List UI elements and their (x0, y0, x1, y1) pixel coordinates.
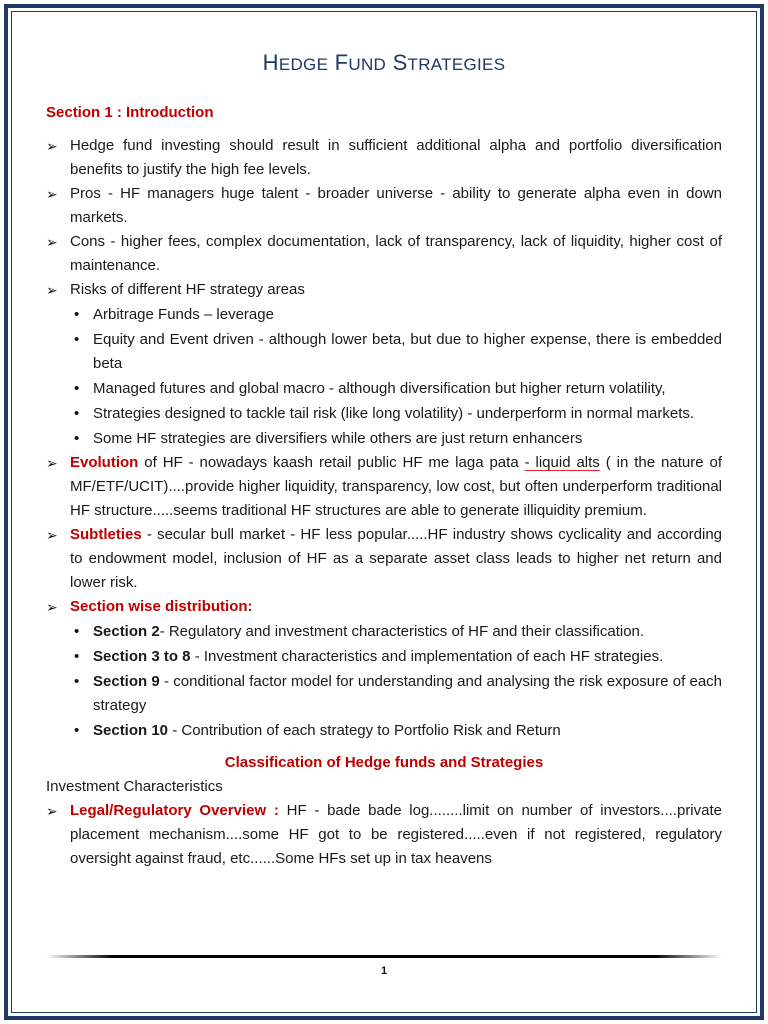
classification-heading: Classification of Hedge funds and Strategies (224, 754, 544, 771)
arrow-bullet-icon: ➢ (46, 527, 58, 543)
list-item: • Section 9 - conditional factor model for understanding and analysing the risk exposure of each strategy (46, 670, 722, 718)
arrow-bullet-icon: ➢ (46, 282, 58, 298)
arrow-bullet-icon: ➢ (46, 455, 58, 471)
document-body (46, 101, 722, 871)
arrow-bullet-icon: ➢ (46, 186, 58, 202)
dot-bullet-icon: • (74, 430, 80, 447)
list-item: ➢ Hedge fund investing should result in sufficient additional alpha and portfolio diversification benefits to justify the high fee levels. (46, 134, 722, 182)
legal-label: Legal/Regulatory Overview : (70, 802, 279, 819)
arrow-bullet-icon: ➢ (46, 138, 58, 154)
list-item: • Section 2- Regulatory and investment characteristics of HF and their classification. (46, 620, 722, 644)
list-item: • Section 3 to 8 - Investment characteristics and implementation of each HF strategies. (46, 645, 722, 669)
risk-list (46, 303, 722, 451)
list-item (46, 595, 722, 619)
section-list (46, 620, 722, 743)
section-distribution-label: Section wise distribution: (70, 598, 253, 615)
dot-bullet-icon: • (74, 306, 80, 323)
list-item: • Strategies designed to tackle tail risk (like long volatility) - underperform in normal markets. (46, 402, 722, 426)
list-item: • Equity and Event driven - although lower beta, but due to higher expense, there is embedded beta (46, 328, 722, 376)
list-item: ➢ Evolution of HF - nowadays kaash retail public HF me laga pata - liquid alts ( in the nature of MF/ETF/UCIT)....provide higher liquidity, transparency, low cost, but often underperform traditional HF structure.....seems traditional HF structures are able to generate illiquidity premium. (46, 451, 722, 523)
list-item: ➢ Subtleties - secular bull market - HF less popular.....HF industry shows cyclicality and according to endowment model, inclusion of HF as a separate asset class leads to higher net return and lower risk. (46, 523, 722, 595)
dot-bullet-icon: • (74, 648, 80, 665)
dot-bullet-icon: • (74, 623, 80, 640)
dot-bullet-icon: • (74, 380, 80, 397)
evolution-label: Evolution (70, 454, 139, 471)
liquid-alts-text: - liquid alts (524, 454, 600, 471)
page-number: 1 (380, 965, 388, 977)
arrow-bullet-icon: ➢ (46, 803, 58, 819)
arrow-bullet-icon: ➢ (46, 234, 58, 250)
list-item: • Arbitrage Funds – leverage (46, 303, 722, 327)
list-item: • Section 10 - Contribution of each strategy to Portfolio Risk and Return (46, 719, 722, 743)
subheading: Investment Characteristics (46, 778, 223, 795)
dot-bullet-icon: • (74, 405, 80, 422)
list-item: • Some HF strategies are diversifiers while others are just return enhancers (46, 427, 722, 451)
list-item: ➢ Pros - HF managers huge talent - broader universe - ability to generate alpha even in down markets. (46, 182, 722, 230)
list-item: ➢ Cons - higher fees, complex documentation, lack of transparency, lack of liquidity, higher cost of maintenance. (46, 230, 722, 278)
footer-divider (46, 955, 722, 958)
dot-bullet-icon: • (74, 722, 80, 739)
arrow-bullet-icon: ➢ (46, 599, 58, 615)
list-item: • Managed futures and global macro - although diversification but higher return volatility, (46, 377, 722, 401)
dot-bullet-icon: • (74, 673, 80, 690)
page-title: HEDGE FUND STRATEGIES (262, 50, 506, 75)
dot-bullet-icon: • (74, 331, 80, 348)
subtleties-label: Subtleties (70, 526, 142, 543)
section-heading: Section 1 : Introduction (46, 104, 214, 121)
list-item: ➢ Risks of different HF strategy areas (46, 278, 722, 302)
list-item: ➢ Legal/Regulatory Overview : HF - bade bade log........limit on number of investors....private placement mechanism....some HF got to be registered.....even if not registered, regulatory oversight against fraud, etc......Some HFs set up in tax heavens (46, 799, 722, 871)
